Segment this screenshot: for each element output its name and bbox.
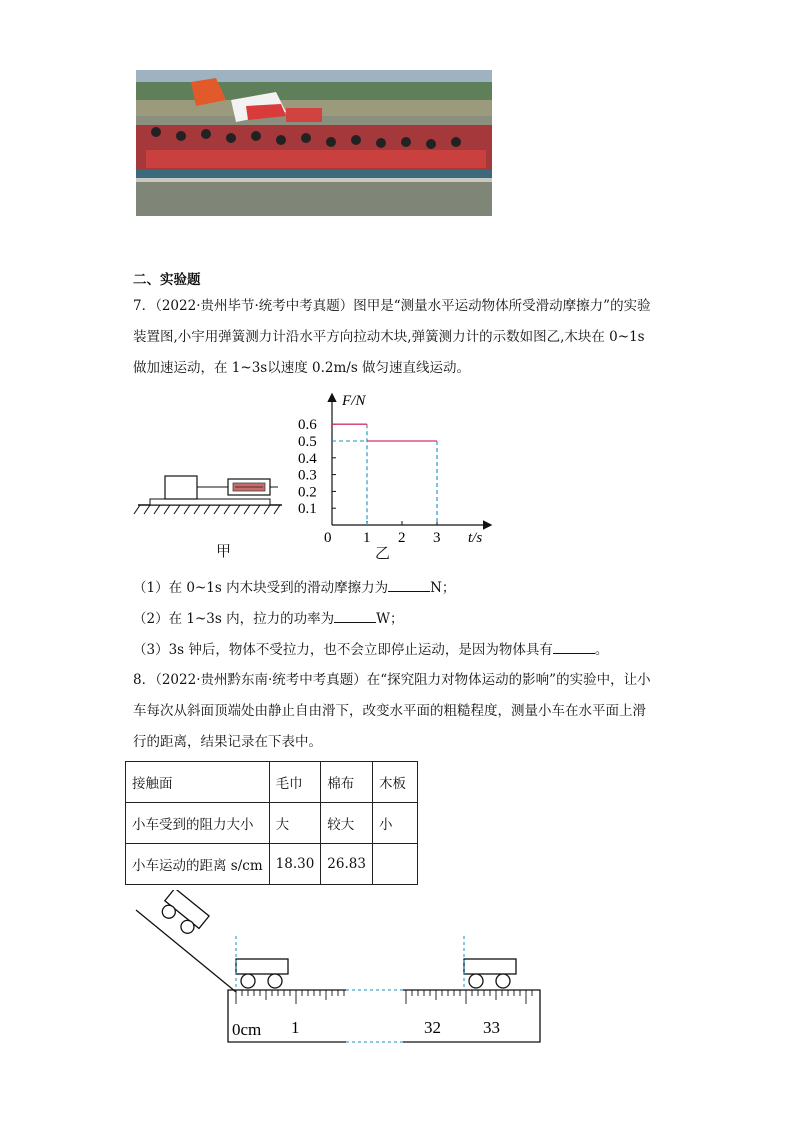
table-row — [126, 803, 418, 844]
table-cell: 大 — [269, 803, 321, 844]
x-axis-label: t/s — [468, 530, 483, 546]
q8-line-2: 车每次从斜面顶端处由静止自由滑下，改变水平面的粗糙程度，测量小车在水平面上滑 — [133, 703, 646, 719]
table-cell: 小车运动的距离 s/cm — [126, 844, 270, 885]
answer-blank[interactable] — [553, 639, 595, 654]
figure-jia-label: 甲 — [216, 542, 232, 560]
x-tick-label: 3 — [433, 530, 441, 546]
ruler-label-0: 0cm — [232, 1020, 262, 1039]
ruler-label-32: 32 — [424, 1018, 441, 1037]
table-row — [126, 844, 418, 885]
q7-line-2: 装置图,小宇用弹簧测力计沿水平方向拉动木块,弹簧测力计的示数如图乙,木块在 0~1s — [133, 329, 645, 345]
table-cell: 26.83 — [321, 844, 373, 885]
answer-blank[interactable] — [334, 608, 376, 623]
table-cell: 棉布 — [321, 762, 373, 803]
results-table — [125, 761, 418, 885]
origin-label: 0 — [324, 530, 332, 546]
y-tick-label: 0.2 — [298, 484, 317, 501]
table-cell — [372, 844, 417, 885]
dragon-boat-photo — [136, 70, 492, 216]
table-cell: 小车受到的阻力大小 — [126, 803, 270, 844]
q7-sub-2-unit: W； — [376, 611, 404, 627]
cart-on-ramp — [157, 890, 209, 938]
table-cell: 毛巾 — [269, 762, 321, 803]
answer-blank[interactable] — [388, 577, 430, 592]
table-cell: 较大 — [321, 803, 373, 844]
q7-sub-1-text: （1）在 0~1s 内木块受到的滑动摩擦力为 — [133, 580, 389, 596]
figure-yi-label: 乙 — [375, 544, 391, 562]
q8-line-1: 8．（2022·贵州黔东南·统考中考真题）在“探究阻力对物体运动的影响”的实验中，让小 — [133, 672, 651, 688]
force-time-graph — [290, 385, 500, 560]
x-tick-label: 2 — [398, 530, 406, 546]
table-cell: 18.30 — [269, 844, 321, 885]
y-tick-label: 0.6 — [298, 417, 317, 434]
table-cell: 木板 — [372, 762, 417, 803]
y-tick-label: 0.1 — [298, 501, 317, 518]
q7-sub-1-unit: N； — [430, 580, 456, 596]
q7-sub-3-text: （3）3s 钟后，物体不受拉力，也不会立即停止运动，是因为物体具有 — [133, 642, 553, 658]
q7-line-1: 7．（2022·贵州毕节·统考中考真题）图甲是“测量水平运动物体所受滑动摩擦力”的实验 — [133, 298, 651, 314]
q7-sub-1 — [133, 577, 455, 598]
q7-line-3: 做加速运动，在 1~3s以速度 0.2m/s 做匀速直线运动。 — [133, 360, 471, 376]
ruler-label-33: 33 — [483, 1018, 500, 1037]
y-tick-label: 0.4 — [298, 450, 317, 467]
cart-end — [464, 959, 516, 988]
table-cell: 小 — [372, 803, 417, 844]
q7-sub-2 — [133, 608, 403, 629]
y-tick-label: 0.3 — [298, 467, 317, 484]
q7-sub-2-text: （2）在 1~3s 内，拉力的功率为 — [133, 611, 335, 627]
y-tick-label: 0.5 — [298, 434, 317, 450]
section-title: 二、实验题 — [133, 272, 201, 288]
ramp-ruler-figure — [128, 890, 548, 1050]
q7-sub-3-punct: 。 — [594, 642, 609, 658]
table-cell: 接触面 — [126, 762, 270, 803]
q7-sub-3 — [133, 639, 608, 660]
apparatus-figure — [130, 462, 290, 526]
q8-line-3: 行的距离，结果记录在下表中。 — [133, 734, 322, 750]
y-axis-label: F/N — [342, 393, 366, 409]
x-tick-label: 1 — [363, 530, 371, 546]
table-row — [126, 762, 418, 803]
cart-start — [236, 959, 288, 988]
ruler-label-1: 1 — [291, 1018, 300, 1037]
